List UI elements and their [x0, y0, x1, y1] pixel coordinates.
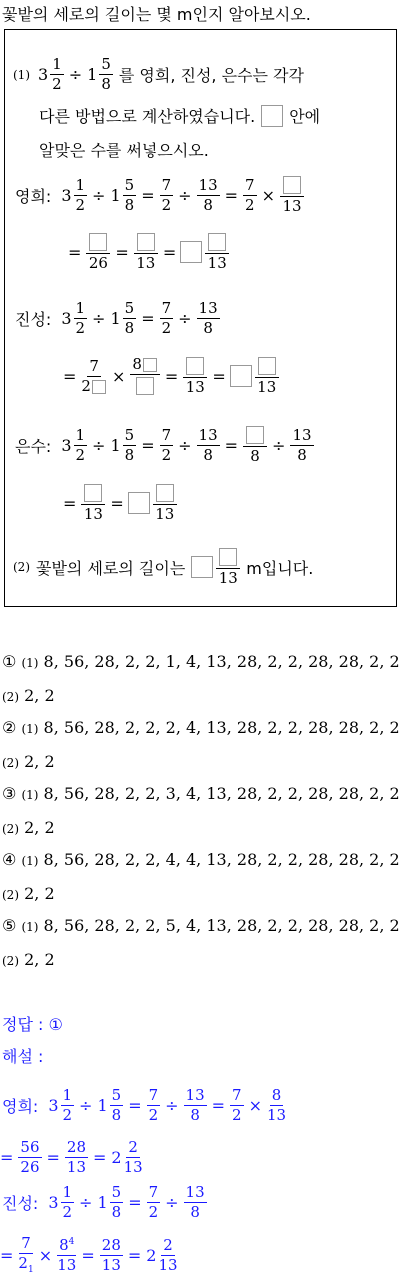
choice-part-label: (2) — [2, 888, 19, 902]
choice-2-part2 — [2, 752, 55, 771]
part1-label: (1) — [13, 67, 30, 82]
part1-text: 를 영희, 진성, 은수는 각각 — [118, 66, 304, 85]
divide-sign: ÷ — [92, 435, 106, 455]
fraction: $\frac{28}{13}$ — [101, 1236, 121, 1274]
fraction: $\frac{13}{8}$ — [198, 299, 218, 337]
answer-blank[interactable] — [246, 426, 264, 444]
times-sign: × — [248, 1096, 262, 1115]
choice-4-part2 — [2, 884, 55, 903]
times-sign: × — [111, 366, 126, 386]
divide-sign: ÷ — [68, 65, 83, 84]
fraction: $\frac{13}{8}$ — [198, 425, 218, 464]
fraction: $\frac{1}{2}$ — [62, 1183, 73, 1221]
fraction: $\frac{13}{8}$ — [292, 425, 312, 464]
eunsu-line2 — [60, 484, 179, 522]
choice-1-part2 — [2, 686, 55, 705]
choice-1[interactable] — [2, 652, 400, 671]
choice-part-label: (2) — [2, 822, 19, 836]
divide-sign: ÷ — [178, 185, 192, 205]
divide-sign: ÷ — [165, 1193, 179, 1212]
part1-line3: 알맞은 수를 써넣으시오. — [39, 141, 209, 160]
fraction: $\frac{7}{2}$ — [245, 175, 255, 214]
choice-2[interactable] — [2, 718, 400, 737]
equals-sign: = — [81, 1246, 95, 1265]
choice-values: 8, 56, 28, 2, 2, 3, 4, 13, 28, 2, 2, 28, 28, 2, 2 — [43, 784, 400, 803]
choice-3-part2 — [2, 818, 55, 837]
divide-sign: ÷ — [92, 185, 106, 205]
equals-sign: = — [212, 366, 226, 386]
equals-sign: = — [162, 242, 177, 262]
equals-sign: = — [141, 309, 155, 328]
fraction: 13 — [205, 233, 229, 271]
fraction: 13 — [134, 233, 158, 271]
fraction: 13 — [255, 357, 279, 395]
choice-values: 8, 56, 28, 2, 2, 4, 4, 13, 28, 2, 2, 28, 28, 2, 2 — [43, 850, 400, 869]
choice-part-label: (1) — [21, 788, 39, 802]
fraction: $\frac{1}{2}$ — [52, 55, 62, 93]
jinsung-label: 진성: — [2, 1194, 39, 1213]
jinsung-line1 — [15, 301, 222, 336]
answer-blank[interactable] — [261, 105, 283, 127]
equals-sign: = — [46, 1148, 60, 1167]
equals-sign: = — [224, 185, 239, 205]
fraction: $\frac{13}{8}$ — [185, 1086, 205, 1124]
equals-sign: = — [93, 1148, 107, 1167]
answer-blank[interactable] — [92, 380, 106, 394]
younghee-line1 — [15, 176, 306, 214]
whole-3: 3 — [61, 185, 72, 205]
choice-part-label: (2) — [2, 690, 19, 704]
solution-jinsung-1 — [2, 1185, 209, 1220]
fraction: $\frac{7}{2}$ — [161, 425, 172, 464]
fraction: $\frac{1}{2}$ — [75, 425, 86, 464]
answer-blank[interactable] — [136, 377, 154, 395]
whole-1: 1 — [110, 185, 121, 205]
answer-blank[interactable] — [143, 358, 157, 372]
choice-4[interactable] — [2, 850, 400, 869]
equals-sign: = — [128, 1193, 142, 1212]
part1-line1 — [13, 57, 304, 92]
whole-1: 1 — [97, 1096, 108, 1115]
part1-text: 다른 방법으로 계산하였습니다. — [39, 107, 256, 126]
fraction: $\frac{56}{26}$ — [20, 1138, 40, 1176]
equals-sign: = — [110, 493, 124, 513]
jinsung-line2 — [60, 357, 281, 395]
choice-mark: ④ — [2, 850, 17, 869]
divide-sign: ÷ — [79, 1193, 93, 1212]
part2-text: 꽃밭의 세로의 길이는 — [36, 558, 186, 578]
times-sign: × — [261, 185, 275, 205]
equals-sign: = — [0, 1148, 14, 1167]
divide-sign: ÷ — [178, 309, 192, 328]
choice-mark: ① — [2, 652, 17, 671]
cancel-subscript: 1 — [27, 1265, 34, 1275]
choice-part-label: (2) — [2, 954, 19, 968]
choice-mark: ③ — [2, 784, 17, 803]
divide-sign: ÷ — [79, 1096, 93, 1115]
equals-sign: = — [141, 185, 155, 205]
fraction: 13 — [183, 357, 207, 395]
choice-mark: ⑤ — [2, 916, 17, 935]
fraction: 8 — [130, 357, 160, 395]
whole-3: 3 — [61, 435, 72, 455]
younghee-label: 영희: — [15, 186, 52, 206]
fraction: 8 — [243, 426, 267, 464]
equals-sign: = — [68, 242, 82, 262]
whole-2: 2 — [146, 1246, 157, 1265]
times-sign: × — [38, 1246, 53, 1265]
equals-sign: = — [115, 242, 129, 262]
answer-blank[interactable] — [191, 556, 213, 578]
fraction: $\frac{5}{8}$ — [124, 299, 135, 337]
whole-3: 3 — [48, 1193, 59, 1212]
fraction: $\frac{8}{13}$ — [267, 1086, 287, 1124]
part2-label: (2) — [13, 560, 30, 574]
choice-part-label: (1) — [21, 854, 39, 868]
answer-blank[interactable] — [208, 233, 226, 251]
answer-blank[interactable] — [258, 357, 276, 375]
fraction: $\frac{7}{2}$ — [161, 299, 172, 337]
answer-blank[interactable] — [230, 365, 252, 387]
fraction: $\frac{13}{8}$ — [185, 1183, 205, 1221]
whole-1: 1 — [110, 435, 121, 455]
answer-blank[interactable] — [283, 176, 301, 194]
fraction: $\frac{7}{2}$ — [148, 1086, 159, 1124]
part2-text: m입니다. — [246, 558, 314, 578]
fraction: $\frac{2}{13}$ — [158, 1236, 178, 1274]
answer-blank[interactable] — [84, 484, 102, 502]
choice-values: 2, 2 — [24, 686, 55, 705]
part1-line2 — [39, 104, 320, 127]
solution-younghee-2 — [0, 1140, 145, 1175]
answer-blank[interactable] — [180, 241, 202, 263]
fraction: $\frac{7}{2_1}$ — [18, 1234, 34, 1275]
whole-3: 3 — [38, 65, 49, 84]
choice-values: 2, 2 — [24, 884, 55, 903]
question-title: 꽃밭의 세로의 길이는 몇 m인지 알아보시오. — [2, 5, 311, 24]
fraction: $\frac{5}{8}$ — [111, 1183, 122, 1221]
choice-values: 8, 56, 28, 2, 2, 2, 4, 13, 28, 2, 2, 28, 28, 2, 2 — [43, 718, 400, 737]
eunsu-line1 — [15, 426, 316, 464]
choice-values: 2, 2 — [24, 818, 55, 837]
cancel-superscript: 4 — [68, 1237, 75, 1247]
fraction: $\frac{1}{2}$ — [62, 1086, 73, 1124]
choice-3[interactable] — [2, 784, 400, 803]
equals-sign: = — [127, 1246, 142, 1265]
choice-5[interactable] — [2, 916, 400, 935]
whole-2: 2 — [111, 1148, 122, 1167]
equals-sign: = — [141, 435, 155, 455]
fraction: $\frac{28}{13}$ — [66, 1138, 86, 1176]
fraction: $\frac{5}{8}$ — [124, 175, 135, 214]
fraction: 13 — [280, 176, 304, 214]
younghee-line2 — [65, 233, 231, 271]
problem-box — [4, 29, 397, 607]
fraction: $\frac{7}{2}$ — [232, 1086, 242, 1124]
choice-part-label: (1) — [21, 656, 39, 670]
choice-mark: ② — [2, 718, 17, 737]
choice-values: 8, 56, 28, 2, 2, 5, 4, 13, 28, 2, 2, 28, 28, 2, 2 — [43, 916, 400, 935]
fraction: $\frac{1}{2}$ — [75, 175, 86, 214]
choice-values: 8, 56, 28, 2, 2, 1, 4, 13, 28, 2, 2, 28, 28, 2, 2 — [43, 652, 400, 671]
fraction: 13 — [153, 484, 177, 522]
fraction: $\frac{5}{8}$ — [124, 425, 135, 464]
choice-values: 2, 2 — [24, 950, 55, 969]
whole-3: 3 — [48, 1096, 59, 1115]
whole-1: 1 — [97, 1193, 108, 1212]
fraction: $\frac{7}{2}$ — [161, 175, 172, 214]
jinsung-label: 진성: — [15, 310, 52, 329]
answer-label: 정답 : ① — [2, 1015, 63, 1034]
choice-part-label: (1) — [21, 722, 39, 736]
part2-line — [13, 548, 313, 586]
whole-3: 3 — [61, 309, 72, 328]
fraction: $\frac{8^4}{13}$ — [57, 1236, 77, 1274]
solution-younghee-1 — [2, 1088, 288, 1123]
younghee-label: 영희: — [2, 1097, 39, 1116]
equals-sign: = — [63, 366, 77, 386]
divide-sign: ÷ — [178, 435, 192, 455]
fraction: $\frac{7}{2}$ — [148, 1183, 159, 1221]
part1-text: 안에 — [289, 107, 321, 126]
fraction: 26 — [86, 233, 110, 271]
answer-blank[interactable] — [89, 233, 107, 251]
equals-sign: = — [128, 1096, 142, 1115]
equals-sign: = — [164, 366, 179, 386]
fraction: $\frac{5}{8}$ — [101, 55, 111, 93]
fraction: $\frac{7}{2}$ — [81, 359, 107, 394]
fraction: $\frac{13}{8}$ — [198, 175, 218, 214]
whole-1: 1 — [110, 309, 121, 328]
choice-part-label: (1) — [21, 920, 39, 934]
divide-sign: ÷ — [165, 1096, 179, 1115]
equals-sign: = — [224, 435, 239, 455]
eunsu-label: 은수: — [15, 436, 52, 456]
equals-sign: = — [63, 493, 77, 513]
choice-part-label: (2) — [2, 756, 19, 770]
answer-blank[interactable] — [128, 492, 150, 514]
equals-sign: = — [0, 1246, 14, 1265]
equals-sign: = — [211, 1096, 226, 1115]
divide-sign: ÷ — [92, 309, 106, 328]
divide-sign: ÷ — [272, 435, 286, 455]
explanation-label: 해설 : — [2, 1047, 44, 1066]
answer-blank[interactable] — [156, 484, 174, 502]
answer-blank[interactable] — [137, 233, 155, 251]
fraction: 13 — [216, 548, 240, 586]
answer-blank[interactable] — [186, 357, 204, 375]
solution-jinsung-2 — [0, 1236, 180, 1275]
whole-1: 1 — [87, 65, 98, 84]
fraction: $\frac{5}{8}$ — [111, 1086, 122, 1124]
fraction: $\frac{1}{2}$ — [75, 299, 86, 337]
choice-5-part2 — [2, 950, 55, 969]
fraction: $\frac{2}{13}$ — [123, 1138, 143, 1176]
answer-blank[interactable] — [219, 548, 237, 566]
fraction: 13 — [81, 484, 105, 522]
choice-values: 2, 2 — [24, 752, 55, 771]
